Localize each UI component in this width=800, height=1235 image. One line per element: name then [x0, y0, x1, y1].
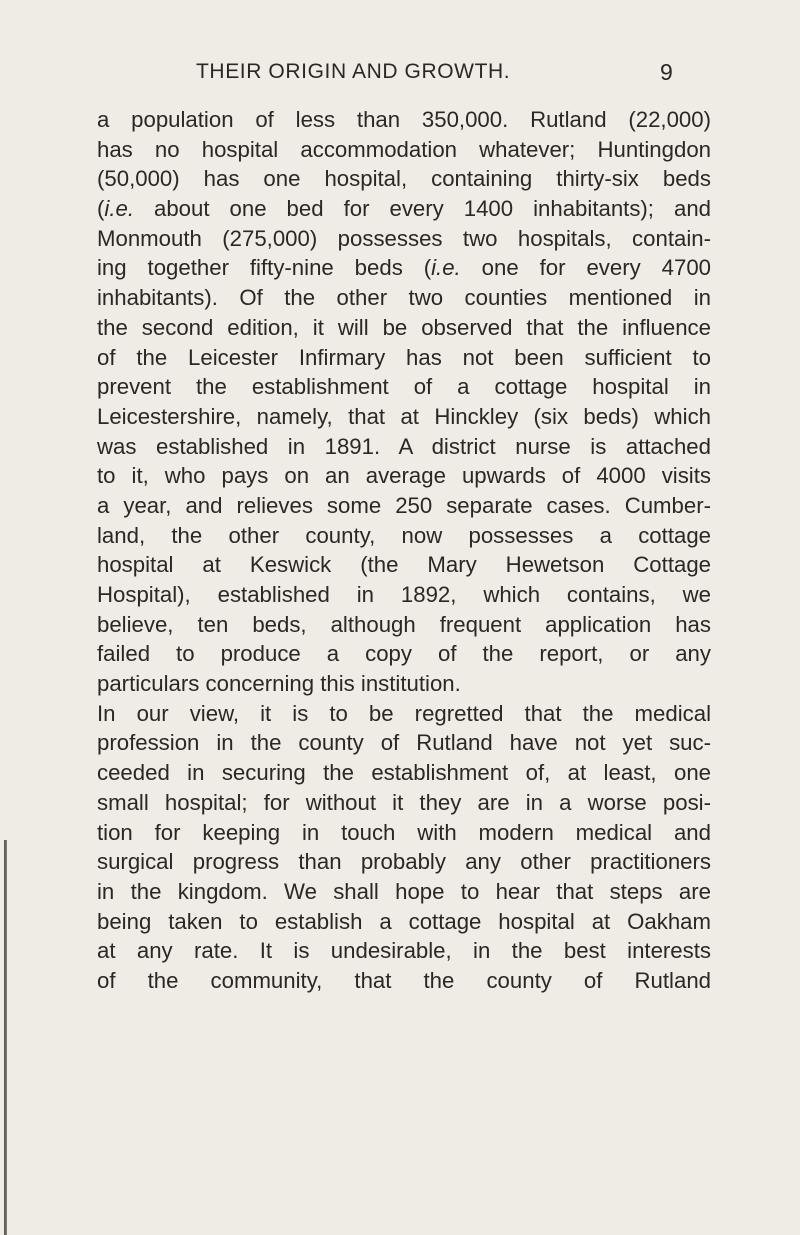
- running-title: THEIR ORIGIN AND GROWTH.: [196, 60, 511, 83]
- text-line: of the Leicester Infirmary has not been sufficient to: [97, 344, 711, 370]
- text-line: in the kingdom. We shall hope to hear that steps are: [97, 878, 711, 904]
- text-line: land, the other county, now possesses a cottage: [97, 522, 711, 548]
- text-line: ceeded in securing the establishment of, at least, one: [97, 760, 711, 786]
- text-line: inhabitants). Of the other two counties mentioned in: [97, 285, 711, 311]
- text-line: small hospital; for without it they are in a worse posi-: [97, 789, 711, 815]
- text-line: hospital at Keswick (the Mary Hewetson Cottage: [97, 552, 711, 578]
- body-text: [97, 105, 711, 996]
- text-line: of the community, that the county of Rutland: [97, 967, 711, 993]
- text-line: believe, ten beds, although frequent application has: [97, 611, 711, 637]
- text-line: profession in the county of Rutland have not yet suc-: [97, 730, 711, 756]
- page-edge-shadow: [4, 840, 7, 1235]
- text-line: tion for keeping in touch with modern medical and: [97, 819, 711, 845]
- text-line: a population of less than 350,000. Rutland (22,000): [97, 107, 711, 132]
- paragraph-start-line: In our view, it is to be regretted that the medical: [97, 700, 711, 726]
- text-line: at any rate. It is undesirable, in the best interests: [97, 938, 711, 964]
- page-number: 9: [660, 59, 673, 85]
- text-line: ing together fifty-nine beds (i.e. one for every 4700: [97, 255, 711, 281]
- text-line: prevent the establishment of a cottage hospital in: [97, 374, 711, 400]
- text-line: (50,000) has one hospital, containing thirty-six beds: [97, 166, 711, 192]
- text-line: the second edition, it will be observed that the influence: [97, 314, 711, 340]
- text-line: was established in 1891. A district nurse is attached: [97, 433, 711, 459]
- text-line: to it, who pays on an average upwards of 4000 visits: [97, 463, 711, 489]
- text-line: (i.e. about one bed for every 1400 inhabitants); and: [97, 196, 711, 222]
- text-line: Leicestershire, namely, that at Hinckley (six beds) which: [97, 403, 711, 429]
- text-line: being taken to establish a cottage hospital at Oakham: [97, 908, 711, 934]
- text-line: Hospital), established in 1892, which contains, we: [97, 582, 711, 607]
- text-line: failed to produce a copy of the report, or any: [97, 641, 711, 667]
- text-line: a year, and relieves some 250 separate cases. Cumber-: [97, 492, 711, 518]
- text-line: particulars concerning this institution.: [97, 671, 461, 697]
- text-line: surgical progress than probably any other practitioners: [97, 849, 711, 875]
- text-line: Monmouth (275,000) possesses two hospitals, contain-: [97, 225, 711, 251]
- text-line: has no hospital accommodation whatever; Huntingdon: [97, 136, 711, 162]
